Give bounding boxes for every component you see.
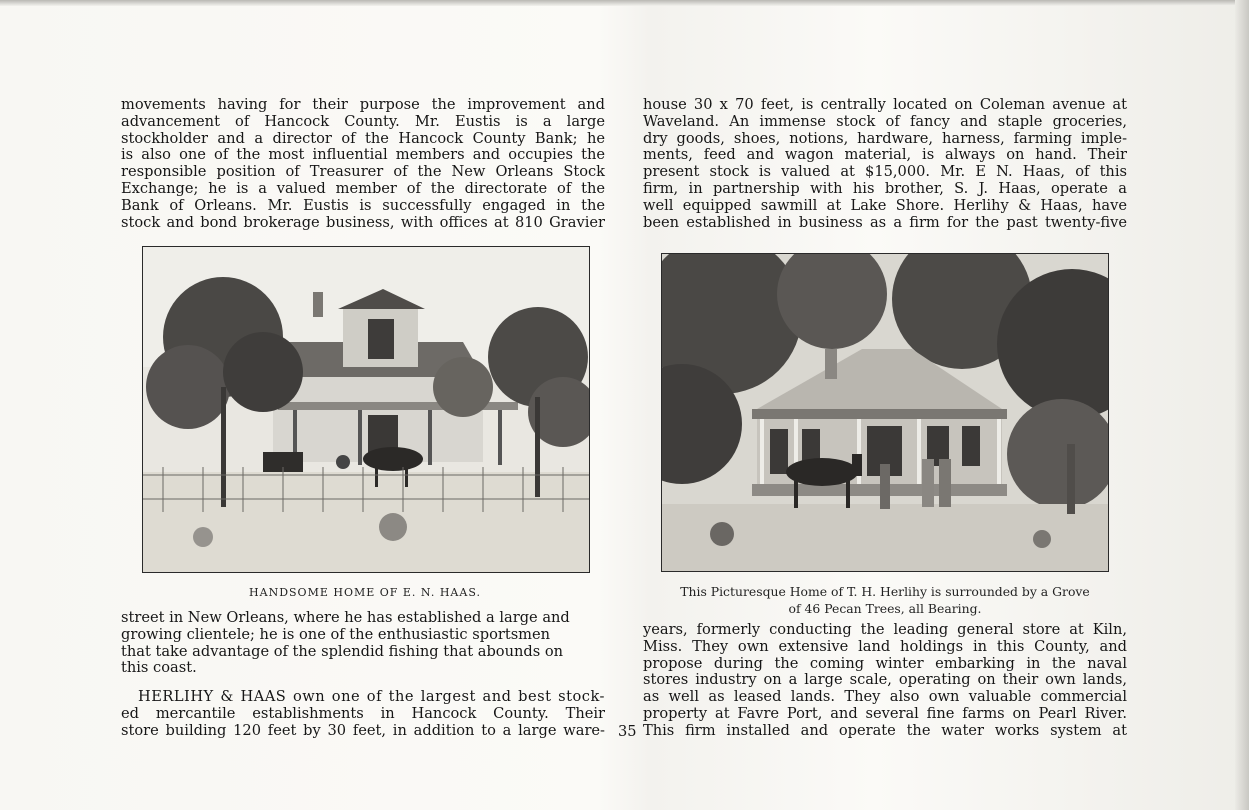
text-line: as well as leased lands. They also own valuable commercial <box>643 688 1127 706</box>
text-line: store building 120 feet by 30 feet, in addition to a large ware- <box>121 721 605 739</box>
house-illustration <box>143 247 589 572</box>
caption-line: of 46 Pecan Trees, all Bearing. <box>788 601 982 616</box>
page-top-edge <box>0 0 1249 6</box>
text-line: movements having for their purpose the improvement and <box>121 96 605 113</box>
text-line: years, formerly conducting the leading general store at Kiln, <box>643 621 1127 638</box>
text-line: present stock is valued at $15,000. Mr. E N. Haas, of this <box>643 163 1127 181</box>
herlihy-haas-paragraph <box>121 689 605 739</box>
text-line: street in New Orleans, where he has established a large and <box>121 609 570 626</box>
text-line: HERLIHY & HAAS own one of the largest and best stock- <box>138 688 605 705</box>
text-line: ments, feed and wagon material, is always on hand. Their <box>643 146 1127 164</box>
cottage-illustration <box>662 254 1108 571</box>
text-line: stock and bond brokerage business, with offices at 810 Gravier <box>121 213 605 231</box>
text-line: Miss. They own extensive land holdings in this County, and <box>643 637 1127 655</box>
right-bottom-paragraph <box>643 622 1127 740</box>
text-line: Exchange; he is a valued member of the directorate of the <box>121 179 605 197</box>
page-number: 35 <box>618 723 637 740</box>
text-line: advancement of Hancock County. Mr. Eustis is a large <box>121 112 605 130</box>
text-line: stockholder and a director of the Hancock County Bank; he <box>121 129 605 147</box>
text-line: responsible position of Treasurer of the New Orleans Stock <box>121 163 605 181</box>
text-line: firm, in partnership with his brother, S. J. Haas, operate a <box>643 179 1127 197</box>
page-right-edge <box>1235 0 1249 810</box>
haas-home-photo <box>142 246 590 573</box>
text-line: been established in business as a firm for the past twenty-five <box>643 213 1127 231</box>
haas-photo-caption: HANDSOME HOME OF E. N. HAAS. <box>249 586 481 599</box>
text-line: stores industry on a large scale, operating on their own lands, <box>643 671 1127 689</box>
herlihy-photo-caption <box>640 583 1130 617</box>
text-line: ed mercantile establishments in Hancock County. Their <box>121 704 605 722</box>
text-line: propose during the coming winter embarking in the naval <box>643 654 1127 672</box>
text-line: house 30 x 70 feet, is centrally located on Coleman avenue at <box>643 96 1127 113</box>
text-line: that take advantage of the splendid fishing that abounds on <box>121 642 564 660</box>
text-line: this coast. <box>121 659 197 677</box>
left-top-paragraph <box>121 97 605 231</box>
text-line: Waveland. An immense stock of fancy and staple groceries, <box>643 112 1127 130</box>
text-line: Bank of Orleans. Mr. Eustis is successfully engaged in the <box>121 196 605 214</box>
herlihy-home-photo <box>661 253 1109 572</box>
right-top-paragraph <box>643 97 1127 231</box>
text-line: This firm installed and operate the water works system at <box>643 721 1127 739</box>
text-line: growing clientele; he is one of the enthusiastic sportsmen <box>121 625 551 643</box>
caption-line: This Picturesque Home of T. H. Herlihy is surrounded by a Grove <box>680 584 1090 599</box>
text-line: well equipped sawmill at Lake Shore. Herlihy & Haas, have <box>643 196 1127 214</box>
text-line: is also one of the most influential members and occupies the <box>121 146 605 164</box>
text-line: dry goods, shoes, notions, hardware, harness, farming imple- <box>643 129 1127 147</box>
left-continued-paragraph <box>121 610 605 677</box>
text-line: property at Favre Port, and several fine farms on Pearl River. <box>643 704 1127 722</box>
